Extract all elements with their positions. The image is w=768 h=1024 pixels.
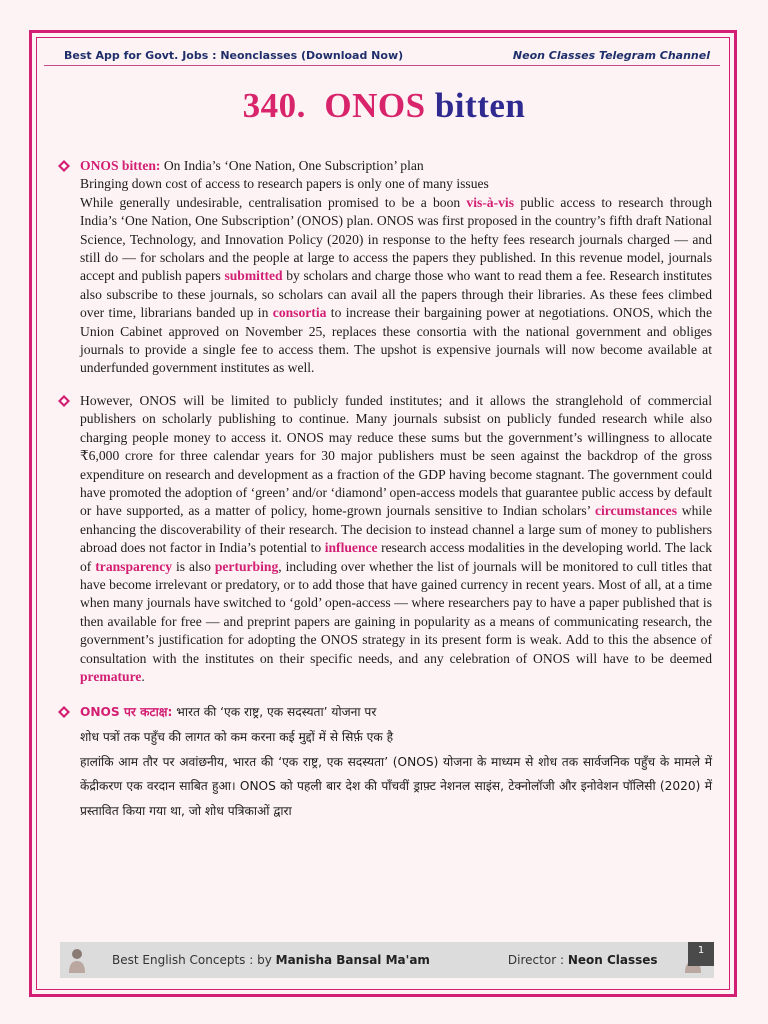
person-icon bbox=[67, 946, 87, 974]
header-app-link[interactable]: Best App for Govt. Jobs : Neonclasses (Download Now) bbox=[64, 49, 404, 62]
page-header bbox=[44, 44, 720, 66]
title-number: 340. bbox=[242, 86, 306, 125]
page-number: 1 bbox=[688, 942, 714, 966]
keyword: influence bbox=[324, 540, 378, 556]
director-name: Neon Classes bbox=[567, 953, 658, 967]
page-title bbox=[0, 86, 768, 126]
body-text: public access to research through India’s ‘One Nation, One Subscription’ (ONOS) plan. ONOS was first proposed in the country’s fifth draft National Science, Technology, and Innovation Policy (2020) in response to the hefty fees research journals charged — and still do — for scholars and the people at large to access the papers they published. In this revenue model, journals accept and publish papers bbox=[80, 194, 712, 284]
body-text: while enhancing the discoverability of their research. The decision to instead channel a large sum of money to publishers abroad does not factor in India’s potential to bbox=[80, 503, 712, 556]
subtitle-text-hindi: भारत की ‘एक राष्ट्र, एक सदस्यता’ योजना पर bbox=[172, 705, 377, 720]
body-text: While generally undesirable, centralisation promised to be a boon bbox=[80, 194, 467, 210]
tagline-text-hindi: शोध पत्रों तक पहुँच की लागत को कम करना कई मुद्दों में से सिर्फ़ एक है bbox=[80, 729, 394, 744]
subtitle-text: On India’s ‘One Nation, One Subscription’ plan bbox=[160, 158, 424, 173]
keyword: vis-à-vis bbox=[466, 194, 514, 210]
avatar bbox=[66, 945, 88, 975]
title-word-bitten: bitten bbox=[434, 86, 526, 125]
credit-prefix: Best English Concepts : by bbox=[112, 953, 276, 967]
credit-name: Manisha Bansal Ma'am bbox=[275, 953, 430, 967]
article-body bbox=[58, 157, 712, 823]
page-footer bbox=[60, 942, 714, 978]
body-text: research access modalities in the developing world. The lack of bbox=[80, 540, 712, 574]
paragraph-hindi bbox=[58, 700, 712, 823]
body-text: is also bbox=[172, 558, 215, 574]
section-lead-hindi: ONOS पर कटाक्ष: bbox=[80, 705, 173, 720]
diamond-bullet-icon bbox=[58, 395, 70, 407]
body-text: , including over whether the list of journals will be monitored to cull titles that have become irrelevant or predatory, or to add those that have gained currency in recent years. Most of all, at a time when many journals have switched to ‘gold’ open-access — where researchers pay to have a paper published that is then available for free — and preprint papers are gaining in popularity as a means of communicating research, the government’s justification for adopting the ONOS strategy in its present form is weak. Add to this the absence of consultation with the institutes on their specific needs, and any celebration of ONOS will have to be deemed bbox=[80, 558, 712, 666]
body-text: by scholars and charge those who want to read them a fee. Research institutes also subscribe to these journals, so scholars can avail all the papers through their libraries. As these fees climbed over time, librarians banded up in bbox=[80, 268, 712, 321]
paragraph-english-2 bbox=[58, 392, 712, 687]
paragraph-english-1 bbox=[58, 157, 712, 378]
footer-credit bbox=[112, 953, 430, 967]
tagline-text: Bringing down cost of access to research papers is only one of many issues bbox=[80, 176, 489, 192]
keyword: perturbing bbox=[214, 558, 279, 574]
footer-director bbox=[508, 953, 658, 967]
keyword: transparency bbox=[95, 558, 173, 574]
keyword: circumstances bbox=[594, 503, 678, 519]
header-telegram-link[interactable]: Neon Classes Telegram Channel bbox=[512, 49, 710, 62]
title-word-onos: ONOS bbox=[324, 86, 426, 125]
body-text: . bbox=[141, 668, 145, 684]
section-lead: ONOS bitten: bbox=[80, 158, 161, 173]
body-text: However, ONOS will be limited to publicly funded institutes; and it allows the stranglehold of commercial publishers on scholarly publishing to continue. Many journals subsist on publicly funded research while also charging people money to access it. ONOS may reduce these sums but the government’s willingness to allocate ₹6,000 crore for three calendar years for 30 major publishers must be seen against the backdrop of the gross expenditure on research and development as a fraction of the GDP having become stagnant. The government could have promoted the adoption of ‘green’ and/or ‘diamond’ open-access models that guarantee public access by default or have supported, as a matter of policy, home-grown journals sensitive to Indian scholars’ bbox=[80, 392, 712, 519]
body-text: to increase their bargaining power at negotiations. ONOS, which the Union Cabinet approved on November 25, replaces these consortia with the national government and obliges journals to provide a single fee to access them. The upshot is expensive journals will now become available at underfunded government institutes as well. bbox=[80, 305, 712, 376]
keyword: submitted bbox=[224, 268, 283, 284]
diamond-bullet-icon bbox=[58, 706, 70, 718]
keyword: premature bbox=[80, 668, 142, 684]
body-text-hindi: हालांकि आम तौर पर अवांछनीय, भारत की ‘एक राष्ट्र, एक सदस्यता’ (ONOS) योजना के माध्यम से शोध तक सार्वजनिक पहुँच के मामले में केंद्रीकरण एक वरदान साबित हुआ। ONOS को पहली बार देश की पाँचवीं ड्राफ़्ट नेशनल साइंस, टेक्नोलॉजी और इनोवेशन पॉलिसी (2020) में प्रस्तावित किया गया था, जो शोध पत्रिकाओं द्वारा bbox=[80, 754, 712, 818]
keyword: consortia bbox=[272, 305, 327, 321]
director-prefix: Director : bbox=[507, 953, 568, 967]
diamond-bullet-icon bbox=[58, 160, 70, 172]
